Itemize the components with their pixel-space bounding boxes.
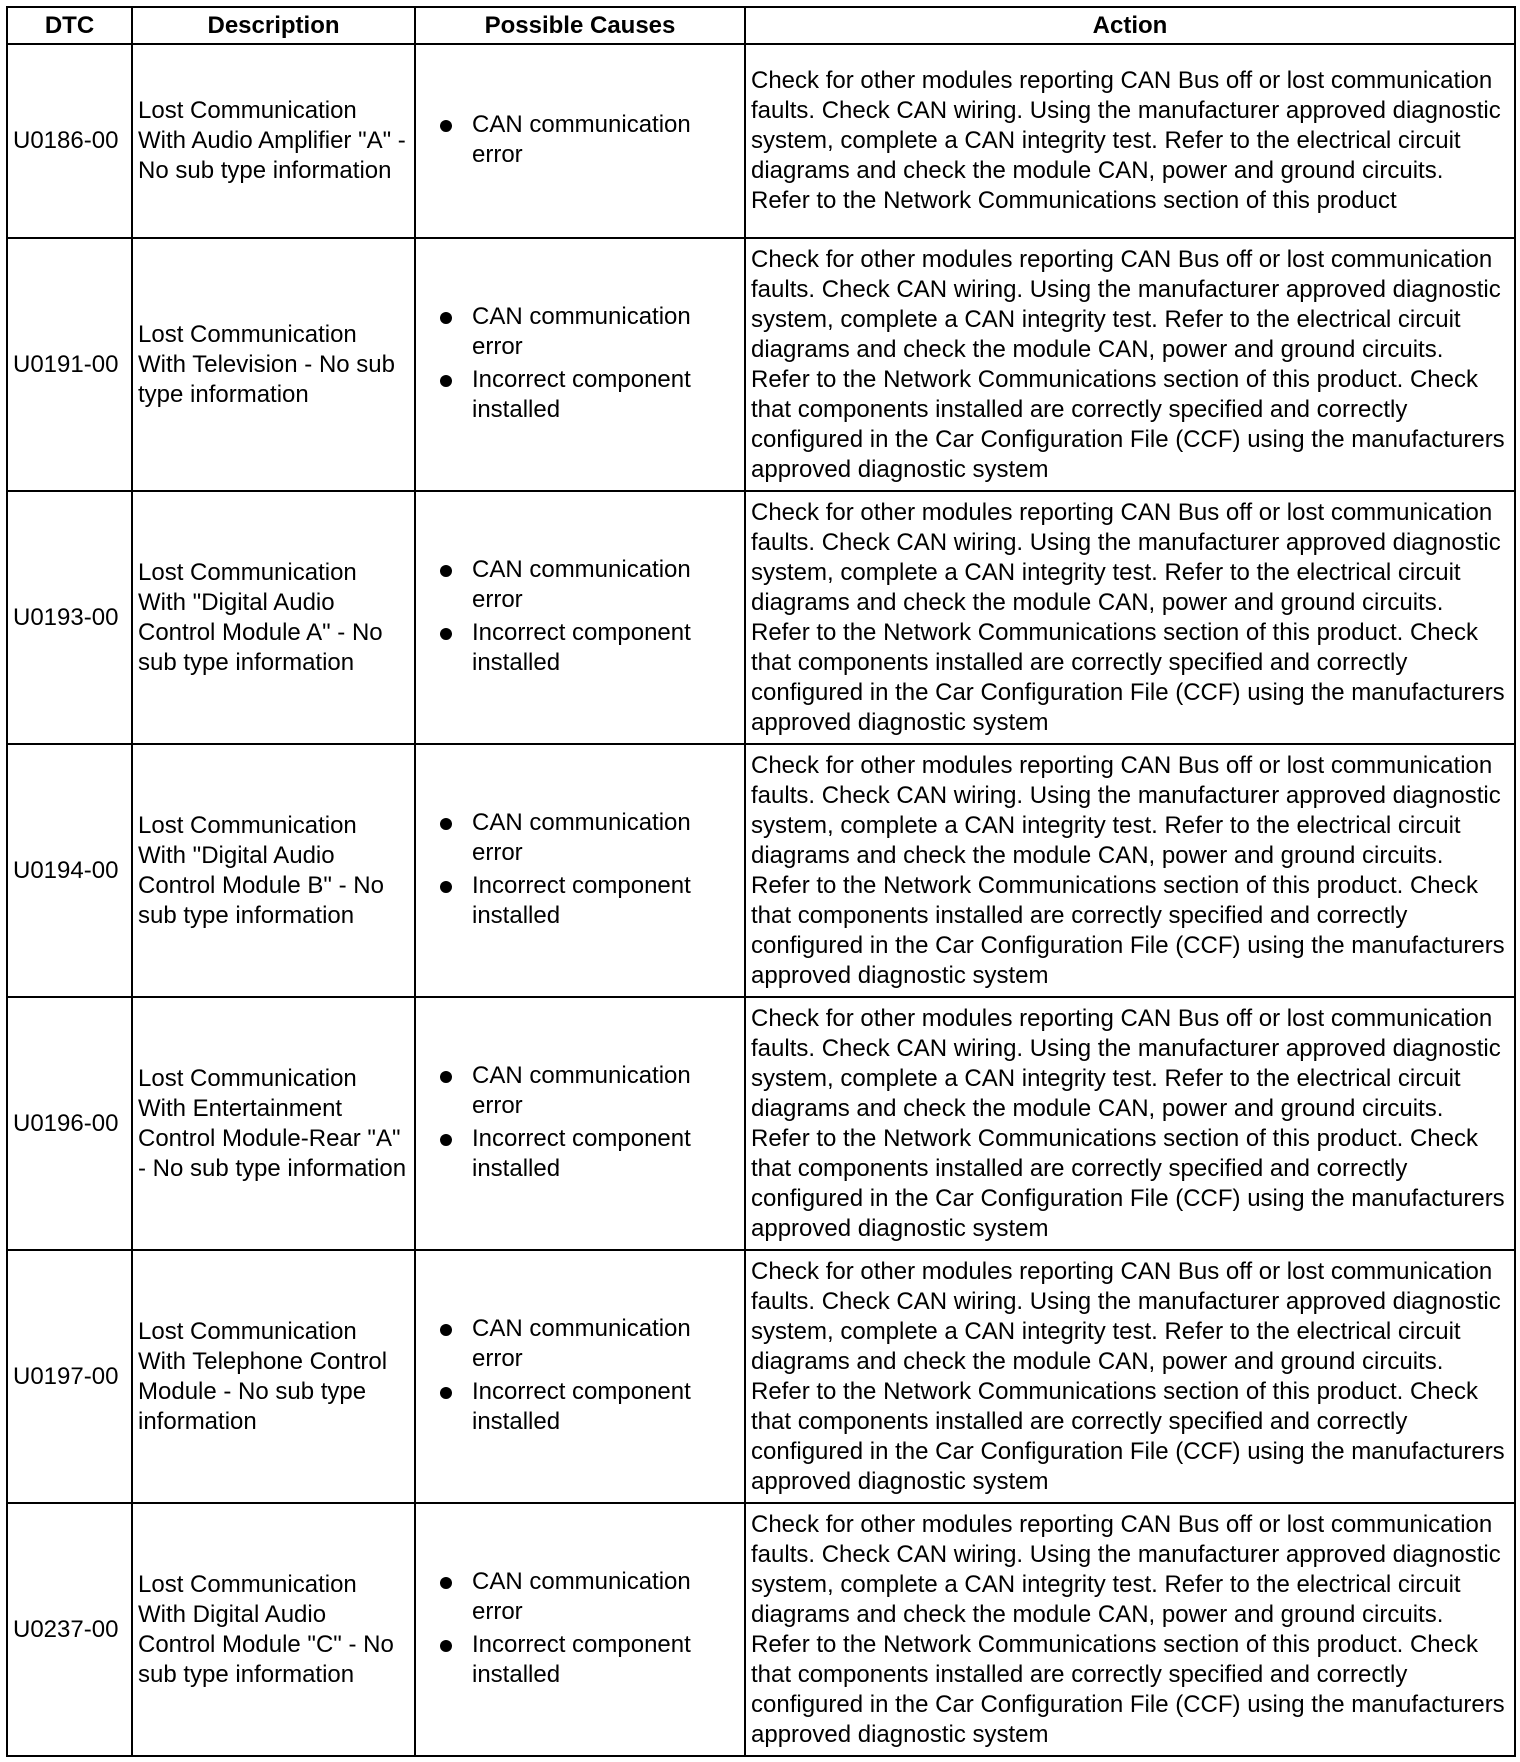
causes-list — [416, 808, 740, 931]
cause-item: CAN communication error — [439, 808, 740, 868]
table-row — [7, 1503, 1515, 1756]
table-body — [7, 44, 1515, 1756]
possible-causes — [415, 1250, 745, 1503]
possible-causes — [415, 491, 745, 744]
header-dtc: DTC — [7, 7, 132, 44]
table-header — [7, 7, 1515, 44]
cause-item: Incorrect component installed — [439, 618, 740, 678]
action-text: Check for other modules reporting CAN Bus off or lost communication faults. Check CAN wiring. Using the manufacturer approved diagnostic system, complete a CAN integrity test. Refer to the electrical circuit diagrams and check the module CAN, power and ground circuits. Refer to the Network Communications section of this product. Check that components installed are correctly specified and correctly configured in the Car Configuration File (CCF) using the manufacturers approved diagnostic system — [745, 491, 1515, 744]
cause-item: Incorrect component installed — [439, 365, 740, 425]
action-text: Check for other modules reporting CAN Bus off or lost communication faults. Check CAN wiring. Using the manufacturer approved diagnostic system, complete a CAN integrity test. Refer to the electrical circuit diagrams and check the module CAN, power and ground circuits. Refer to the Network Communications section of this product. Check that components installed are correctly specified and correctly configured in the Car Configuration File (CCF) using the manufacturers approved diagnostic system — [745, 1503, 1515, 1756]
table-row — [7, 491, 1515, 744]
cause-item: CAN communication error — [439, 1567, 740, 1627]
cause-item: Incorrect component installed — [439, 1377, 740, 1437]
cause-item: CAN communication error — [439, 1061, 740, 1121]
header-description: Description — [132, 7, 415, 44]
dtc-code: U0191-00 — [7, 238, 132, 491]
table-row — [7, 744, 1515, 997]
dtc-description: Lost Communication With "Digital Audio Control Module B" - No sub type information — [132, 744, 415, 997]
causes-list — [416, 302, 740, 425]
dtc-description: Lost Communication With "Digital Audio Control Module A" - No sub type information — [132, 491, 415, 744]
table-row — [7, 44, 1515, 238]
cause-item: CAN communication error — [439, 1314, 740, 1374]
cause-item: Incorrect component installed — [439, 1630, 740, 1690]
table-row — [7, 1250, 1515, 1503]
action-text: Check for other modules reporting CAN Bus off or lost communication faults. Check CAN wiring. Using the manufacturer approved diagnostic system, complete a CAN integrity test. Refer to the electrical circuit diagrams and check the module CAN, power and ground circuits. Refer to the Network Communications section of this product — [745, 44, 1515, 238]
dtc-description: Lost Communication With Television - No sub type information — [132, 238, 415, 491]
action-text: Check for other modules reporting CAN Bus off or lost communication faults. Check CAN wiring. Using the manufacturer approved diagnostic system, complete a CAN integrity test. Refer to the electrical circuit diagrams and check the module CAN, power and ground circuits. Refer to the Network Communications section of this product. Check that components installed are correctly specified and correctly configured in the Car Configuration File (CCF) using the manufacturers approved diagnostic system — [745, 238, 1515, 491]
cause-item: CAN communication error — [439, 110, 740, 170]
dtc-description: Lost Communication With Entertainment Control Module-Rear "A" - No sub type information — [132, 997, 415, 1250]
causes-list — [416, 555, 740, 678]
dtc-description: Lost Communication With Telephone Control Module - No sub type information — [132, 1250, 415, 1503]
cause-item: CAN communication error — [439, 555, 740, 615]
possible-causes — [415, 238, 745, 491]
possible-causes — [415, 44, 745, 238]
causes-list — [416, 110, 740, 170]
cause-item: CAN communication error — [439, 302, 740, 362]
action-text: Check for other modules reporting CAN Bus off or lost communication faults. Check CAN wiring. Using the manufacturer approved diagnostic system, complete a CAN integrity test. Refer to the electrical circuit diagrams and check the module CAN, power and ground circuits. Refer to the Network Communications section of this product. Check that components installed are correctly specified and correctly configured in the Car Configuration File (CCF) using the manufacturers approved diagnostic system — [745, 997, 1515, 1250]
header-action: Action — [745, 7, 1515, 44]
dtc-code: U0197-00 — [7, 1250, 132, 1503]
causes-list — [416, 1061, 740, 1184]
dtc-code: U0193-00 — [7, 491, 132, 744]
dtc-code: U0237-00 — [7, 1503, 132, 1756]
table-row — [7, 238, 1515, 491]
causes-list — [416, 1314, 740, 1437]
action-text: Check for other modules reporting CAN Bus off or lost communication faults. Check CAN wiring. Using the manufacturer approved diagnostic system, complete a CAN integrity test. Refer to the electrical circuit diagrams and check the module CAN, power and ground circuits. Refer to the Network Communications section of this product. Check that components installed are correctly specified and correctly configured in the Car Configuration File (CCF) using the manufacturers approved diagnostic system — [745, 1250, 1515, 1503]
possible-causes — [415, 1503, 745, 1756]
dtc-description: Lost Communication With Digital Audio Control Module "C" - No sub type information — [132, 1503, 415, 1756]
header-row — [7, 7, 1515, 44]
cause-item: Incorrect component installed — [439, 871, 740, 931]
dtc-description: Lost Communication With Audio Amplifier "A" - No sub type information — [132, 44, 415, 238]
action-text: Check for other modules reporting CAN Bus off or lost communication faults. Check CAN wiring. Using the manufacturer approved diagnostic system, complete a CAN integrity test. Refer to the electrical circuit diagrams and check the module CAN, power and ground circuits. Refer to the Network Communications section of this product. Check that components installed are correctly specified and correctly configured in the Car Configuration File (CCF) using the manufacturers approved diagnostic system — [745, 744, 1515, 997]
dtc-code: U0186-00 — [7, 44, 132, 238]
table-row — [7, 997, 1515, 1250]
header-possible-causes: Possible Causes — [415, 7, 745, 44]
possible-causes — [415, 744, 745, 997]
cause-item: Incorrect component installed — [439, 1124, 740, 1184]
causes-list — [416, 1567, 740, 1690]
dtc-table — [6, 6, 1516, 1757]
dtc-code: U0194-00 — [7, 744, 132, 997]
possible-causes — [415, 997, 745, 1250]
dtc-code: U0196-00 — [7, 997, 132, 1250]
